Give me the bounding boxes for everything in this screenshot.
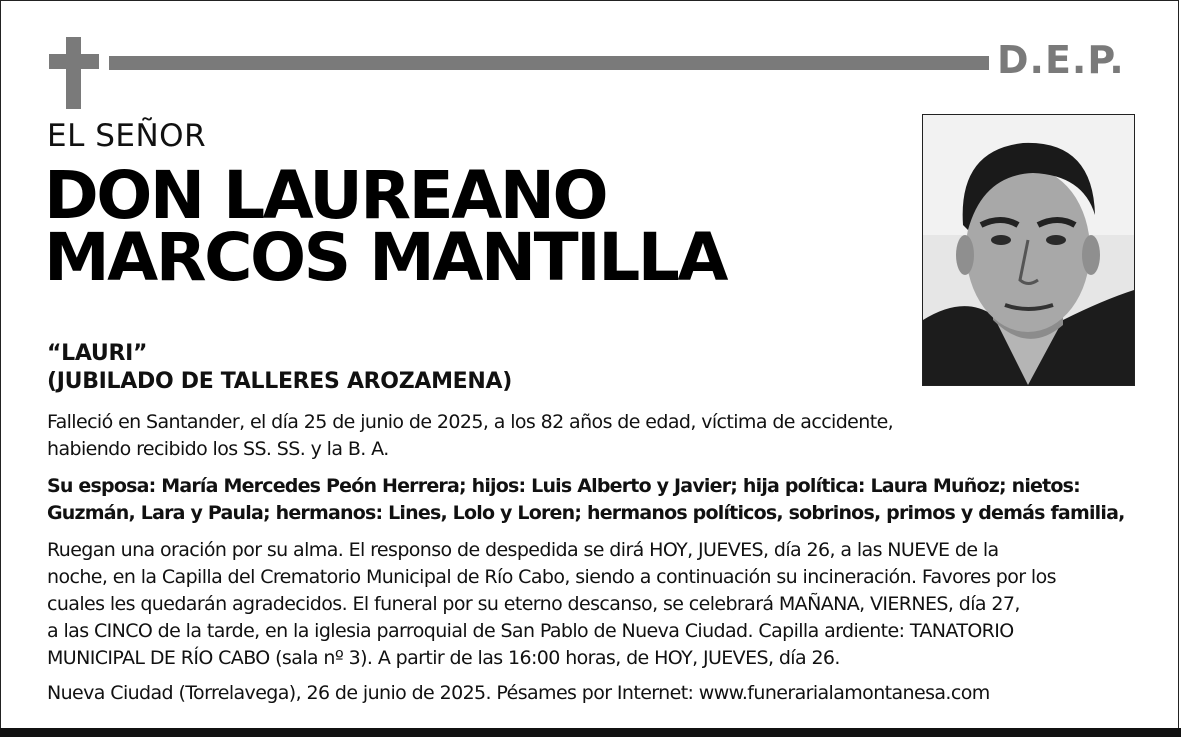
intro-title: EL SEÑOR [47,118,207,154]
name-line-1: DON LAUREANO [44,157,607,234]
cross-icon [66,37,81,109]
footer-line: Nueva Ciudad (Torrelavega), 26 de junio de 2025. Pésames por Internet: www.funerarialamontanesa.com [47,682,990,704]
nickname: “LAURI” [47,341,148,366]
nickname-block [47,340,512,396]
death-notice [47,409,893,463]
death-notice-line: habiendo recibido los SS. SS. y la B. A. [47,438,389,460]
service-line: MUNICIPAL DE RÍO CABO (sala nº 3). A partir de las 16:00 horas, de HOY, JUEVES, día 26. [47,647,840,669]
service-line: cuales les quedarán agradecidos. El funeral por su eterno descanso, se celebrará MAÑANA, VIERNES, día 27, [47,593,1020,615]
deceased-name [44,157,726,296]
dep-badge: D.E.P. [997,38,1125,82]
portrait-photo [922,114,1135,386]
name-line-2: MARCOS MANTILLA [44,219,726,296]
family-line: Su esposa: María Mercedes Peón Herrera; hijos: Luis Alberto y Javier; hija política: Laura Muñoz; nietos: [47,475,1080,497]
portrait-image [923,115,1134,385]
service-line: a las CINCO de la tarde, en la iglesia parroquial de San Pablo de Nueva Ciudad. Capilla ardiente: TANATORIO [47,620,1014,642]
service-line: noche, en la Capilla del Crematorio Municipal de Río Cabo, siendo a continuación su incineración. Favores por los [47,566,1056,588]
family-list [47,473,1125,527]
cross-icon-bar [49,54,99,69]
header-rule [109,56,989,70]
occupation: (JUBILADO DE TALLERES AROZAMENA) [47,369,513,394]
death-notice-line: Falleció en Santander, el día 25 de junio de 2025, a los 82 años de edad, víctima de accidente, [47,411,894,433]
service-details [47,537,1056,672]
family-line: Guzmán, Lara y Paula; hermanos: Lines, Lolo y Loren; hermanos políticos, sobrinos, primos y demás familia, [47,502,1125,524]
service-line: Ruegan una oración por su alma. El responso de despedida se dirá HOY, JUEVES, día 26, a las NUEVE de la [47,539,999,561]
bottom-rule [0,728,1181,737]
